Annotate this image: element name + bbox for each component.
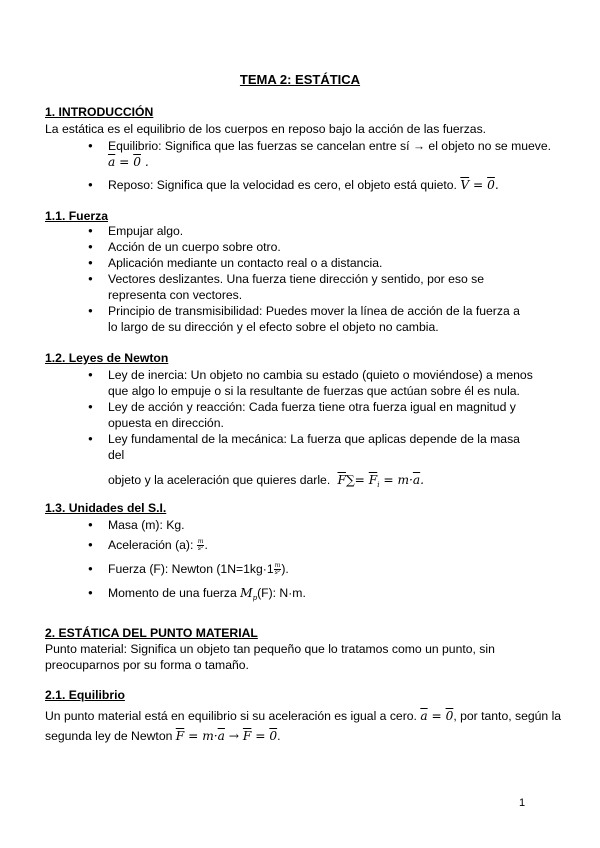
fuerza-list <box>88 223 528 335</box>
list-item: ● Vectores deslizantes. Una fuerza tiene dirección y sentido, por eso se representa con vectores. <box>88 271 528 303</box>
momento-symbol: $M_p$ <box>240 586 258 602</box>
equilibrio-formula: $\overline{a} = 0$ . <box>108 155 149 169</box>
newton-formula: $\overline{F}\sum= \overline{F}_i = m\cdot\overline{a}$. <box>337 473 425 489</box>
list-item: ● Aceleración (a): $\frac{m}{\text{s²}}$ . <box>88 537 528 553</box>
list-item: ● Acción de un cuerpo sobre otro. <box>88 239 528 255</box>
equilibrio-line1-end: , por tanto, según la <box>453 709 562 723</box>
reposo-formula: $\overline{V} = 0$. <box>460 178 499 192</box>
equilibrio-text: Equilibrio: Significa que las fuerzas se cancelan entre sí → el objeto no se mueve. <box>108 139 552 153</box>
intro-list <box>88 138 558 193</box>
equilibrio-paragraph <box>45 706 575 746</box>
list-item <box>88 177 558 193</box>
fraction-m-s2: $\frac{m}{\text{s²}}$ <box>197 538 204 553</box>
newton-list <box>88 367 533 493</box>
momento-label: Momento de una fuerza <box>108 586 237 600</box>
list-item: ● Ley de inercia: Un objeto no cambia su estado (quieto o moviéndose) a menos que algo lo empuje o si la resultante de fuerzas que actúan sobre él es nula. <box>88 367 533 399</box>
fuerza-unit-b: ). <box>281 562 289 576</box>
heading-fuerza: 1.1. Fuerza <box>45 209 108 223</box>
aceleracion-label: Aceleración (a): <box>108 538 194 552</box>
heading-unidades: 1.3. Unidades del S.I. <box>45 501 167 515</box>
heading-leyes-newton: 1.2. Leyes de Newton <box>45 351 169 365</box>
reposo-text: Reposo: Significa que la velocidad es cero, el objeto está quieto. <box>108 178 457 192</box>
force-zero-formula: $\overline{F} = m\cdot\overline{a} \to \overline{F} = 0$ <box>175 729 278 743</box>
ley-fundamental-text: Ley fundamental de la mecánica: La fuerza que aplicas depende de la masa del <box>108 432 520 462</box>
list-item <box>88 561 528 577</box>
page-title: TEMA 2: ESTÁTICA <box>239 72 361 87</box>
heading-introduccion: 1. INTRODUCCIÓN <box>45 105 154 119</box>
ley-fundamental-cont: objeto y la aceleración que quieres darle. <box>108 473 331 487</box>
intro-paragraph: La estática es el equilibrio de los cuerpos en reposo bajo la acción de las fuerzas. <box>45 122 487 136</box>
accel-zero-formula: $\overline{a} = 0$ <box>420 709 454 723</box>
list-item <box>88 585 528 606</box>
fuerza-unit-a: Fuerza (F): Newton (1N=1kg·1 <box>108 562 274 576</box>
list-item <box>88 431 533 493</box>
list-item: ● Principio de transmisibilidad: Puedes mover la línea de acción de la fuerza a lo largo de su dirección y el efecto sobre el objeto no cambia. <box>88 303 528 335</box>
list-item: ● Ley de acción y reacción: Cada fuerza tiene otra fuerza igual en magnitud y opuesta en dirección. <box>88 399 533 431</box>
equilibrio-line1: Un punto material está en equilibrio si su aceleración es igual a cero. <box>45 709 417 723</box>
list-item: ● Masa (m): Kg. <box>88 517 528 533</box>
list-item: ● Empujar algo. <box>88 223 528 239</box>
heading-estatica-punto: 2. ESTÁTICA DEL PUNTO MATERIAL <box>45 626 258 640</box>
momento-unit: (F): N·m. <box>257 586 306 600</box>
equilibrio-line2: segunda ley de Newton <box>45 729 173 743</box>
list-item: ● Aplicación mediante un contacto real o a distancia. <box>88 255 528 271</box>
fraction-m-s2: $\frac{m}{\text{s²}}$ <box>274 562 281 577</box>
equilibrio-line2-end: . <box>277 729 281 743</box>
unidades-list <box>88 517 528 606</box>
punto-material-paragraph: Punto material: Significa un objeto tan pequeño que lo tratamos como un punto, sin preocuparnos por su forma o tamaño. <box>45 642 495 672</box>
heading-equilibrio: 2.1. Equilibrio <box>45 688 125 702</box>
page-number: 1 <box>519 797 526 809</box>
list-item <box>88 138 558 170</box>
